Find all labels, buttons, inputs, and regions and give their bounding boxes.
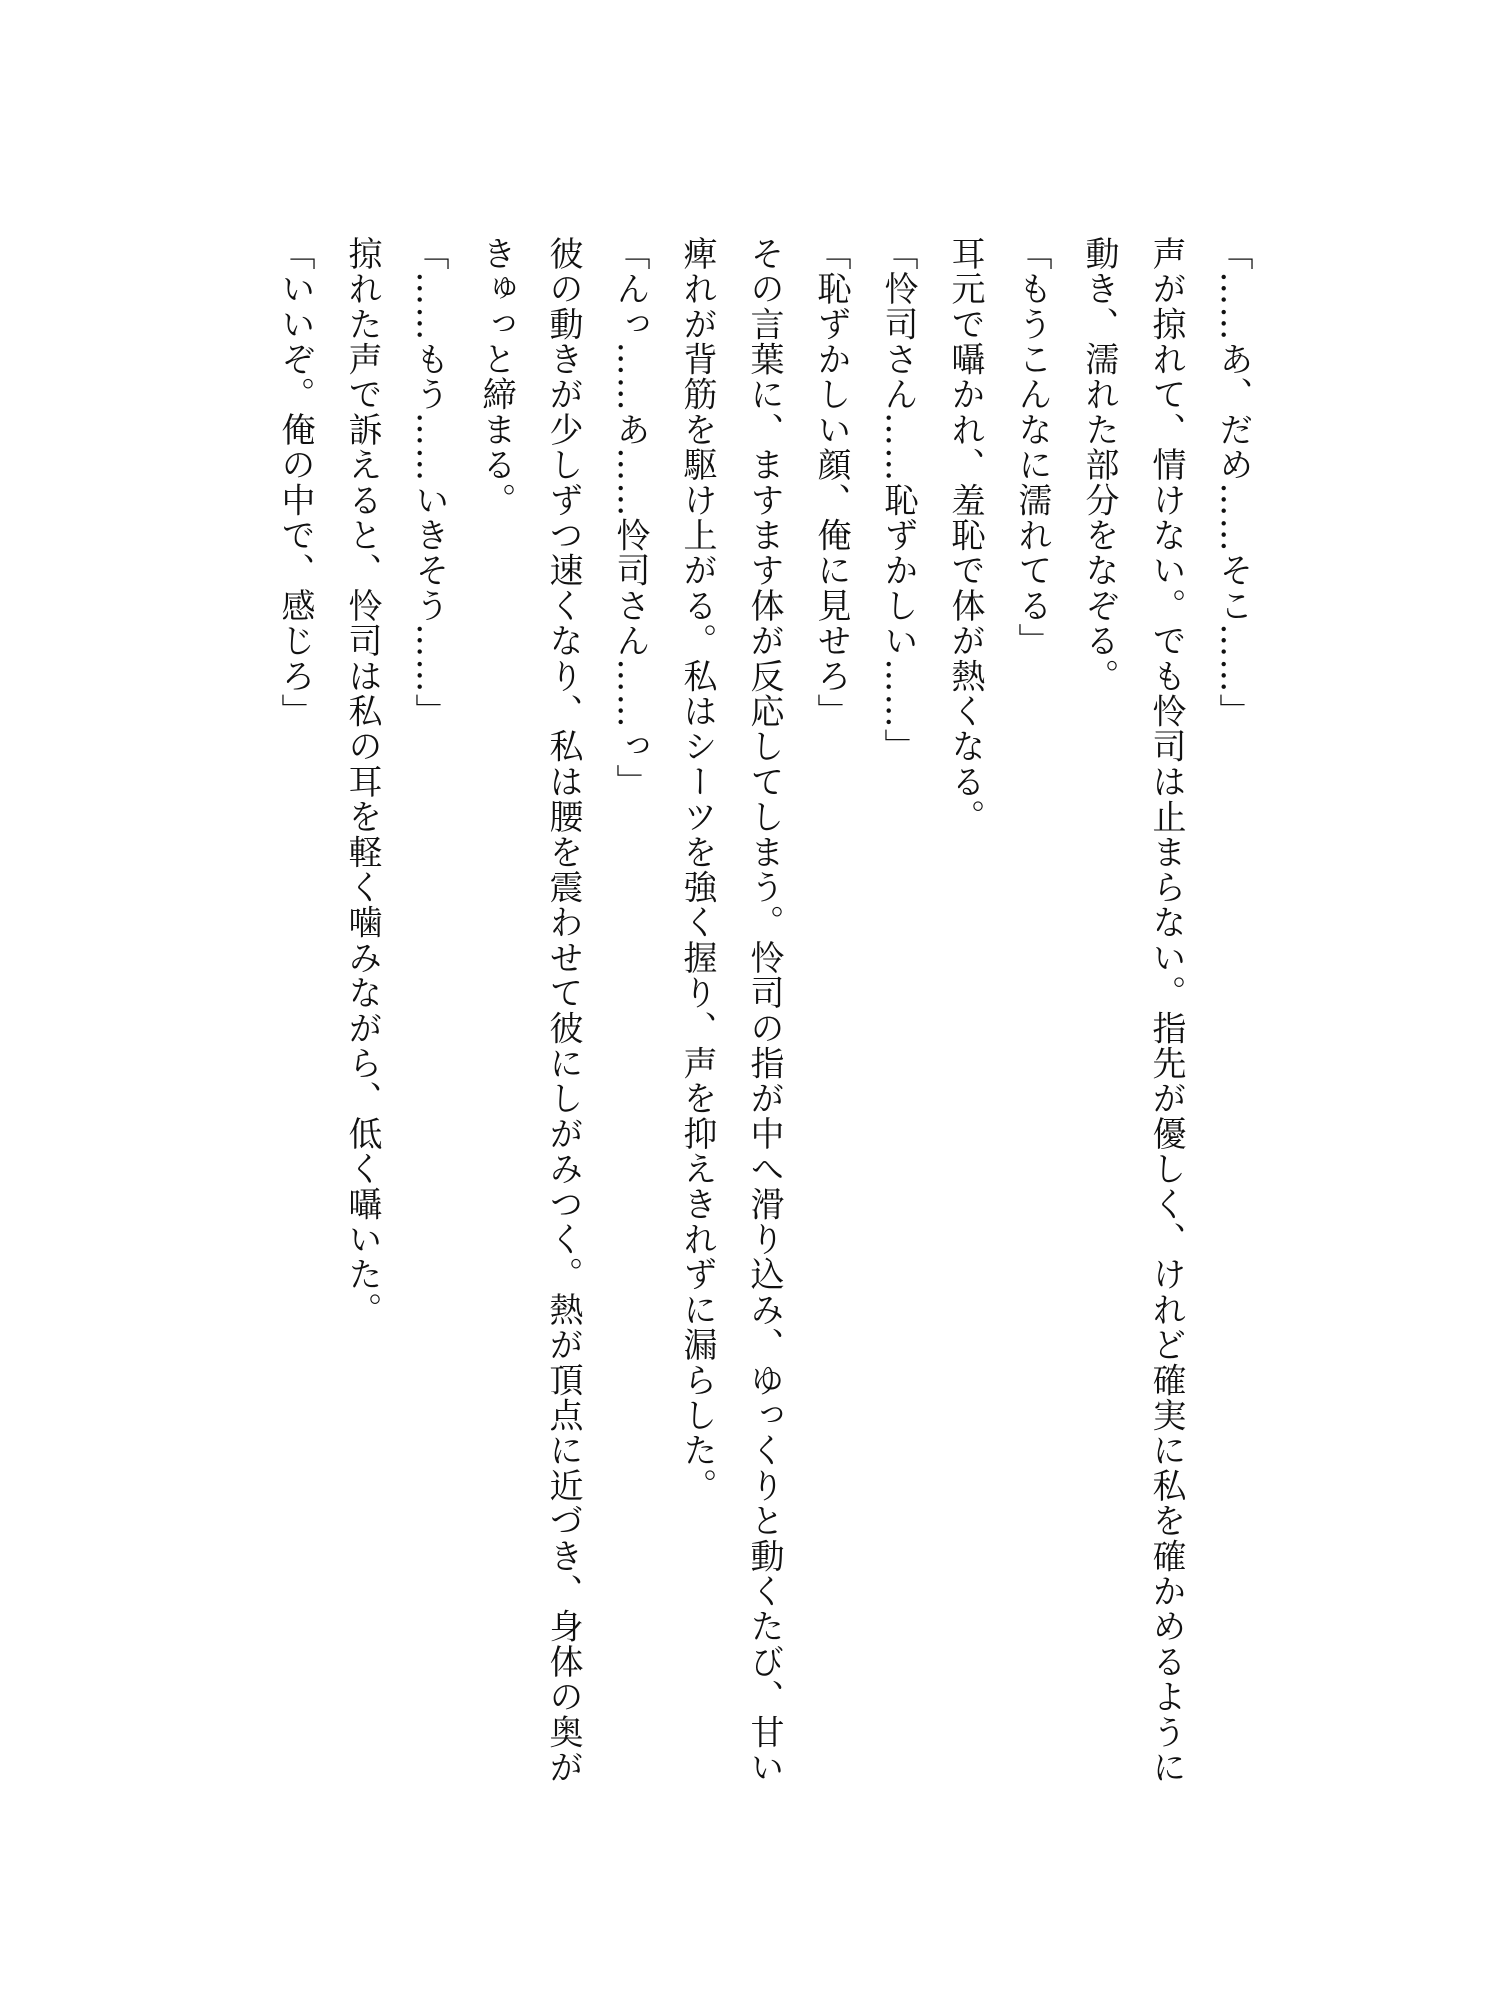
paragraph-7: その言葉に、ますます体が反応してしまう。怜司の指が中へ滑り込み、ゆっくりと動くたび、甘い痺れが背筋を駆け上がる。私はシーツを強く握り、声を抑えきれずに漏らした。 — [677, 236, 784, 1785]
paragraph-2: 声が掠れて、情けない。でも怜司は止まらない。指先が優しく、けれど確実に私を確かめるように動き、濡れた部分をなぞる。 — [1079, 236, 1186, 1785]
paragraph-9: 彼の動きが少しずつ速くなり、私は腰を震わせて彼にしがみつく。熱が頂点に近づき、身体の奥がきゅっと締まる。 — [476, 236, 583, 1785]
paragraph-10: 「……もう……いきそう……」 — [409, 236, 449, 729]
vertical-text-body — [261, 236, 1266, 1806]
paragraph-3: 「もうこんなに濡れてる」 — [1012, 236, 1052, 659]
paragraph-6: 「恥ずかしい顔、俺に見せろ」 — [811, 236, 851, 729]
paragraph-12: 「いいぞ。俺の中で、感じろ」 — [275, 236, 315, 729]
paragraph-5: 「怜司さん……恥ずかしい……」 — [878, 236, 918, 764]
paragraph-11: 掠れた声で訴えると、怜司は私の耳を軽く噛みながら、低く囁いた。 — [342, 236, 382, 1328]
paragraph-8: 「んっ……あ……怜司さん……っ」 — [610, 236, 650, 800]
paragraph-4: 耳元で囁かれ、羞恥で体が熱くなる。 — [945, 236, 985, 835]
paragraph-1: 「……あ、だめ……そこ……」 — [1213, 236, 1253, 729]
